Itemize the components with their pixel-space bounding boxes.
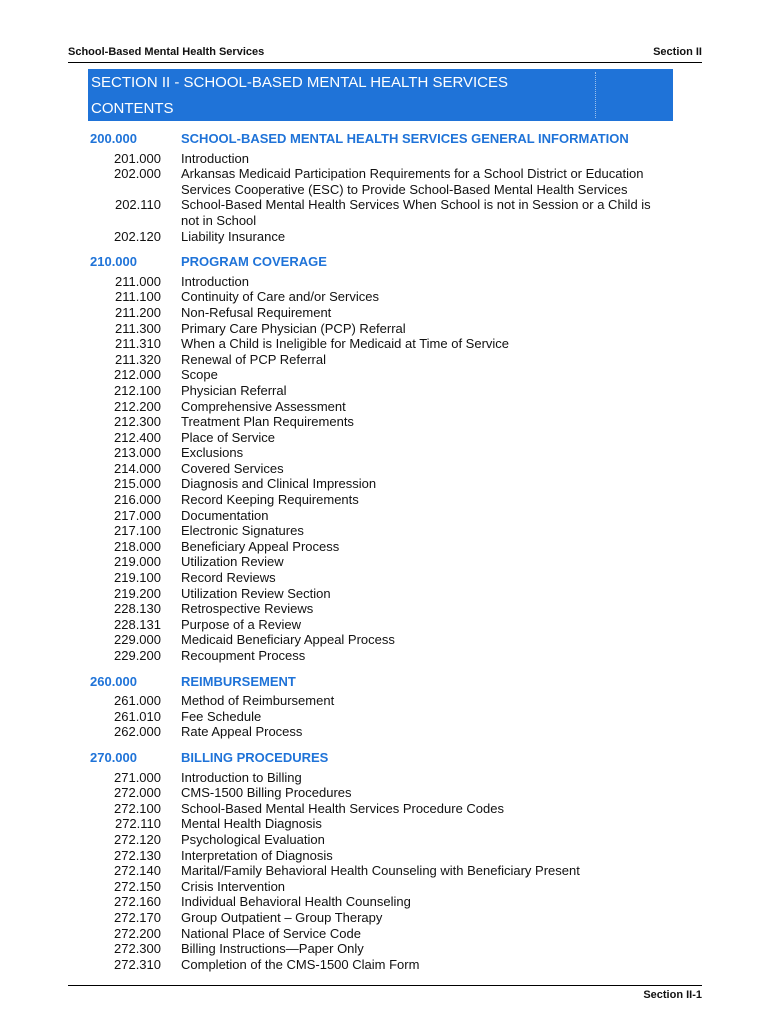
toc-entry[interactable]	[0, 476, 770, 492]
toc-entry-number: 217.000	[114, 507, 161, 523]
toc-entry[interactable]	[0, 724, 770, 740]
toc-entry-title: Marital/Family Behavioral Health Counseling with Beneficiary Present	[181, 863, 580, 879]
toc-entry-title: Continuity of Care and/or Services	[181, 289, 379, 305]
toc-entry-number: 202.000	[114, 166, 161, 182]
toc-entry-number: 228.130	[114, 601, 161, 617]
toc-entry[interactable]	[0, 709, 770, 725]
toc-entry-number: 211.310	[114, 336, 161, 352]
toc-entry[interactable]	[0, 430, 770, 446]
toc-entry-title: Covered Services	[181, 460, 284, 476]
toc-entry[interactable]	[0, 832, 770, 848]
toc-entry[interactable]	[0, 770, 770, 786]
toc-entry-number: 272.130	[114, 847, 161, 863]
toc-group-title: BILLING PROCEDURES	[181, 749, 329, 765]
toc-entry-title: Arkansas Medicaid Participation Requirements for a School District or Education Services Cooperative (ESC) to Provide School-Based Mental Health Services	[181, 166, 644, 197]
toc-group-number: 210.000	[90, 254, 137, 270]
toc-entry-number: 212.100	[114, 382, 161, 398]
toc-entry-title: Physician Referral	[181, 382, 287, 398]
toc-entry-title: Retrospective Reviews	[181, 601, 314, 617]
toc-entry-number: 272.300	[114, 941, 161, 957]
toc-entry-title: Electronic Signatures	[181, 523, 304, 539]
toc-entry[interactable]	[0, 492, 770, 508]
toc-entry-title: Liability Insurance	[181, 228, 286, 244]
toc-entry-title: Scope	[181, 367, 218, 383]
table-of-contents	[0, 131, 770, 982]
toc-entry[interactable]	[0, 617, 770, 633]
toc-entry-number: 217.100	[114, 523, 161, 539]
toc-entry-number: 202.110	[114, 197, 161, 213]
toc-entry-title: Record Keeping Requirements	[181, 492, 359, 508]
toc-entry[interactable]	[0, 539, 770, 555]
toc-entry[interactable]	[0, 785, 770, 801]
toc-entry[interactable]	[0, 461, 770, 477]
toc-entry[interactable]	[0, 554, 770, 570]
toc-group-number: 270.000	[90, 749, 137, 765]
toc-entry-number: 219.100	[114, 570, 161, 586]
toc-entry[interactable]	[0, 508, 770, 524]
toc-entry-title: Completion of the CMS-1500 Claim Form	[181, 956, 420, 972]
header-document-title: School-Based Mental Health Services	[68, 46, 265, 58]
header-section-label: Section II	[653, 46, 702, 58]
toc-entry-title: Billing Instructions—Paper Only	[181, 941, 364, 957]
toc-entry[interactable]	[0, 197, 770, 228]
toc-entry[interactable]	[0, 648, 770, 664]
toc-entry-number: 272.160	[114, 894, 161, 910]
toc-entry-title: School-Based Mental Health Services When School is not in Session or a Child is not in School	[181, 197, 651, 228]
toc-entry[interactable]	[0, 693, 770, 709]
toc-entry-number: 212.000	[114, 367, 161, 383]
toc-entry-title: CMS-1500 Billing Procedures	[181, 785, 352, 801]
toc-entry-number: 262.000	[114, 724, 161, 740]
toc-entry-title: Non-Refusal Requirement	[181, 304, 332, 320]
toc-entry[interactable]	[0, 570, 770, 586]
toc-entry[interactable]	[0, 151, 770, 167]
toc-entry[interactable]	[0, 289, 770, 305]
toc-entry-number: 218.000	[114, 538, 161, 554]
banner-divider	[595, 72, 596, 118]
toc-entry[interactable]	[0, 957, 770, 973]
toc-entry-title: Individual Behavioral Health Counseling	[181, 894, 411, 910]
toc-entry-title: Beneficiary Appeal Process	[181, 538, 340, 554]
toc-entry-number: 228.131	[114, 616, 161, 632]
toc-entry-title: Exclusions	[181, 445, 244, 461]
toc-entry[interactable]	[0, 601, 770, 617]
toc-entry-number: 271.000	[114, 769, 161, 785]
toc-entry-number: 212.400	[114, 429, 161, 445]
toc-entry[interactable]	[0, 352, 770, 368]
toc-group-number: 200.000	[90, 131, 137, 146]
toc-entry[interactable]	[0, 863, 770, 879]
page-number: Section II-1	[643, 989, 702, 1001]
toc-group-title: SCHOOL-BASED MENTAL HEALTH SERVICES GENERAL INFORMATION	[181, 131, 629, 146]
toc-entry-number: 212.300	[114, 414, 161, 430]
toc-entry-number: 212.200	[114, 398, 161, 414]
toc-entry-number: 213.000	[114, 445, 161, 461]
toc-entry-title: Treatment Plan Requirements	[181, 414, 354, 430]
toc-entry[interactable]	[0, 414, 770, 430]
toc-entry[interactable]	[0, 166, 770, 197]
toc-entry[interactable]	[0, 383, 770, 399]
toc-entry-title: Renewal of PCP Referral	[181, 351, 326, 367]
toc-entry[interactable]	[0, 586, 770, 602]
toc-group-title: REIMBURSEMENT	[181, 673, 296, 689]
toc-entry-title: Psychological Evaluation	[181, 831, 325, 847]
toc-entry-number: 216.000	[114, 492, 161, 508]
toc-group	[0, 674, 770, 740]
toc-entry-number: 201.000	[114, 150, 161, 166]
toc-entry-number: 215.000	[114, 476, 161, 492]
toc-entry-number: 261.000	[114, 693, 161, 709]
toc-entry[interactable]	[0, 305, 770, 321]
toc-group-heading[interactable]	[0, 131, 770, 147]
toc-entry-title: Record Reviews	[181, 570, 276, 586]
toc-entry-title: Diagnosis and Clinical Impression	[181, 476, 377, 492]
toc-entry[interactable]	[0, 941, 770, 957]
toc-entry-number: 219.000	[114, 554, 161, 570]
contents-heading: CONTENTS	[91, 100, 174, 117]
toc-entry-title: Place of Service	[181, 429, 275, 445]
toc-entry-title: Rate Appeal Process	[181, 724, 303, 740]
toc-entry[interactable]	[0, 816, 770, 832]
toc-entry[interactable]	[0, 445, 770, 461]
toc-entry[interactable]	[0, 801, 770, 817]
toc-entry-title: Introduction	[181, 150, 249, 166]
toc-entry-title: Fee Schedule	[181, 708, 262, 724]
toc-entry-number: 272.170	[114, 909, 161, 925]
toc-entry-title: National Place of Service Code	[181, 925, 361, 941]
toc-entry[interactable]	[0, 523, 770, 539]
toc-entry-title: Medicaid Beneficiary Appeal Process	[181, 632, 395, 648]
toc-entry-title: Crisis Intervention	[181, 878, 286, 894]
toc-entry-title: Documentation	[181, 507, 269, 523]
toc-entry-title: Utilization Review	[181, 554, 284, 570]
toc-entry-title: Interpretation of Diagnosis	[181, 847, 333, 863]
toc-group	[0, 131, 770, 244]
toc-entry[interactable]	[0, 910, 770, 926]
toc-group-heading[interactable]	[0, 254, 770, 270]
toc-entry[interactable]	[0, 367, 770, 383]
toc-entry-number: 229.200	[114, 648, 161, 663]
toc-entry-number: 214.000	[114, 460, 161, 476]
toc-entry[interactable]	[0, 399, 770, 415]
toc-entry[interactable]	[0, 321, 770, 337]
toc-entry-number: 272.140	[114, 863, 161, 879]
toc-entry-number: 211.000	[114, 273, 161, 289]
toc-group-heading[interactable]	[0, 750, 770, 766]
toc-entry-number: 211.100	[114, 289, 161, 305]
toc-group-heading[interactable]	[0, 674, 770, 690]
toc-entry-title: Mental Health Diagnosis	[181, 816, 322, 832]
toc-entry[interactable]	[0, 632, 770, 648]
toc-group	[0, 750, 770, 972]
toc-entry-number: 272.200	[114, 925, 161, 941]
toc-entry[interactable]	[0, 879, 770, 895]
section-title: SECTION II - SCHOOL-BASED MENTAL HEALTH SERVICES	[91, 74, 509, 91]
toc-entry-title: Method of Reimbursement	[181, 693, 335, 709]
toc-entry[interactable]	[0, 229, 770, 245]
toc-entry-title: School-Based Mental Health Services Procedure Codes	[181, 800, 505, 816]
toc-entry[interactable]	[0, 894, 770, 910]
toc-entry-title: When a Child is Ineligible for Medicaid at Time of Service	[181, 336, 510, 352]
toc-entry-number: 219.200	[114, 585, 161, 601]
toc-entry-number: 261.010	[114, 708, 161, 724]
toc-entry-title: Utilization Review Section	[181, 585, 331, 601]
toc-entry-title: Introduction	[181, 273, 249, 289]
toc-entry-number: 211.200	[114, 304, 161, 320]
toc-entry[interactable]	[0, 274, 770, 290]
toc-entry-number: 272.150	[114, 878, 161, 894]
toc-entry-title: Primary Care Physician (PCP) Referral	[181, 320, 406, 336]
page-header	[68, 44, 702, 63]
toc-entry-number: 272.000	[114, 785, 161, 801]
toc-entry[interactable]	[0, 336, 770, 352]
toc-entry-number: 272.120	[114, 831, 161, 847]
toc-entry-number: 211.320	[114, 351, 161, 367]
toc-entry-number: 202.120	[114, 228, 161, 244]
toc-entry[interactable]	[0, 848, 770, 864]
toc-entry-number: 272.310	[114, 956, 161, 972]
toc-entry-title: Comprehensive Assessment	[181, 398, 346, 414]
toc-entry-number: 272.110	[114, 816, 161, 832]
toc-entry-title: Introduction to Billing	[181, 769, 302, 785]
toc-group-number: 260.000	[90, 673, 137, 689]
page-footer	[68, 985, 702, 1001]
toc-entry[interactable]	[0, 926, 770, 942]
section-banner	[88, 69, 673, 121]
toc-entry-title: Purpose of a Review	[181, 616, 301, 632]
toc-entry-number: 272.100	[114, 800, 161, 816]
toc-group-title: PROGRAM COVERAGE	[181, 254, 327, 270]
toc-entry-title: Recoupment Process	[181, 648, 306, 663]
toc-entry-title: Group Outpatient – Group Therapy	[181, 909, 383, 925]
toc-entry-number: 229.000	[114, 632, 161, 648]
toc-group	[0, 254, 770, 663]
toc-entry-number: 211.300	[114, 320, 161, 336]
